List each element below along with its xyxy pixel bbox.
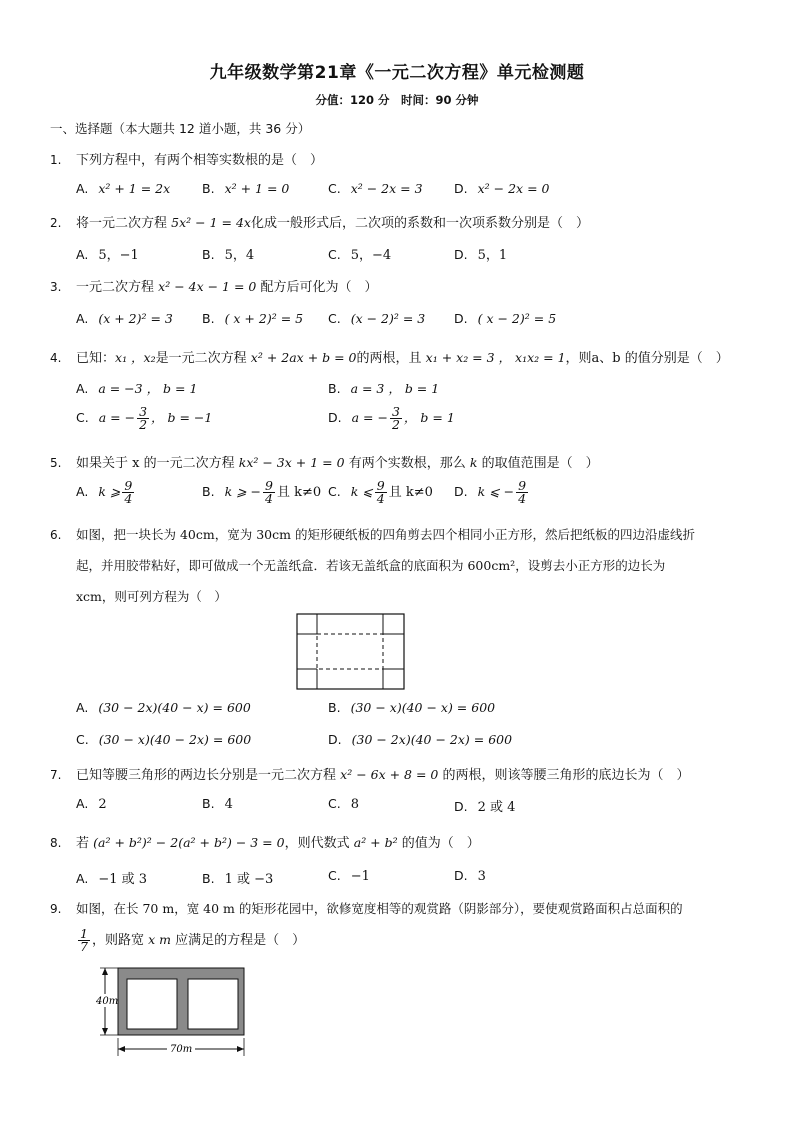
- q8-option-b[interactable]: B. 1 或 −3: [202, 871, 274, 887]
- q6-option-d[interactable]: D. (30 − 2x)(40 − 2x) = 600: [328, 732, 513, 747]
- question-number: 7.: [50, 768, 62, 782]
- question-4: 4. 已知：x₁ ，x₂是一元二次方程 x² + 2ax + b = 0的两根，且 x₁ + x₂ = 3 ， x₁x₂ = 1，则a、b 的值分别是（ ）: [50, 350, 729, 366]
- section-heading: 一、选择题（本大题共 12 道小题，共 36 分）: [50, 121, 311, 136]
- q2-option-b[interactable]: B. 5，4: [202, 247, 255, 263]
- score-time-info: 分值：120 分 时间：90 分钟: [315, 93, 479, 107]
- q8-option-d[interactable]: D. 3: [454, 868, 486, 884]
- question-9: 9. 如图，在长 70 m，宽 40 m 的矩形花园中，欲修宽度相等的观赏路（阴影部分），要使观赏路面积占总面积的: [50, 901, 683, 916]
- q3-option-b[interactable]: B. ( x + 2)² = 5: [202, 311, 304, 326]
- q5-option-a[interactable]: A. k ⩾ $\frac{9}{4}$: [76, 478, 133, 506]
- q6-option-b[interactable]: B. (30 − x)(40 − x) = 600: [328, 700, 496, 715]
- q2-option-c[interactable]: C. 5，−4: [328, 247, 392, 263]
- q1-option-d[interactable]: D. x² − 2x = 0: [454, 181, 550, 196]
- q4-option-b[interactable]: B. a = 3 ， b = 1: [328, 381, 440, 396]
- q5-option-c[interactable]: C. k ⩽ $\frac{9}{4}$ 且 k≠0: [328, 478, 433, 506]
- page-title: 九年级数学第21章《一元二次方程》单元检测题: [209, 63, 585, 83]
- question-1: [50, 149, 750, 168]
- question-5: 5. 如果关于 x 的一元二次方程 kx² − 3x + 1 = 0 有两个实数根，那么 k 的取值范围是（ ）: [50, 455, 599, 471]
- question-number: 1.: [50, 153, 62, 167]
- q7-option-a[interactable]: A. 2: [76, 796, 107, 812]
- question-number: 9.: [50, 902, 62, 916]
- question-number: 8.: [50, 836, 62, 850]
- question-number: 6.: [50, 528, 62, 542]
- question-7: 7. 已知等腰三角形的两边长分别是一元二次方程 x² − 6x + 8 = 0 的两根，则该等腰三角形的底边长为（ ）: [50, 767, 690, 783]
- question-number: 4.: [50, 351, 62, 365]
- q8-option-a[interactable]: A. −1 或 3: [76, 871, 148, 887]
- question-2: 2. 将一元二次方程 5x² − 1 = 4x化成一般形式后，二次项的系数和一次项系数分别是（ ）: [50, 215, 589, 231]
- question-number: 3.: [50, 280, 62, 294]
- q3-option-c[interactable]: C. (x − 2)² = 3: [328, 311, 426, 326]
- q1-option-a[interactable]: A. x² + 1 = 2x: [76, 181, 171, 196]
- q7-option-b[interactable]: B. 4: [202, 796, 233, 812]
- q3-option-a[interactable]: A. (x + 2)² = 3: [76, 311, 173, 326]
- question-6: 6. 如图，把一块长为 40cm，宽为 30cm 的矩形硬纸板的四角剪去四个相同小正方形，然后把纸板的四边沿虚线折: [50, 527, 695, 542]
- q1-option-b[interactable]: B. x² + 1 = 0: [202, 181, 290, 196]
- q4-option-c[interactable]: C. a = − $\frac{3}{2}$ ， b = −1: [76, 404, 213, 432]
- q8-option-c[interactable]: C. −1: [328, 868, 370, 884]
- q9-line-2: $\frac{1}{7}$ ，则路宽 x m 应满足的方程是（ ）: [80, 926, 306, 954]
- question-number: 2.: [50, 216, 62, 230]
- question-number: 5.: [50, 456, 62, 470]
- q5-option-b[interactable]: B. k ⩾ − $\frac{9}{4}$ 且 k≠0: [202, 478, 322, 506]
- question-8: 8. 若 (a² + b²)² − 2(a² + b²) − 3 = 0，则代数式 a² + b² 的值为（ ）: [50, 835, 480, 851]
- q6-line-3: xcm，则可列方程为（ ）: [76, 589, 227, 604]
- q6-option-a[interactable]: A. (30 − 2x)(40 − x) = 600: [76, 700, 251, 715]
- q7-option-d[interactable]: D. 2 或 4: [454, 799, 516, 815]
- q4-option-d[interactable]: D. a = − $\frac{3}{2}$ ， b = 1: [328, 404, 455, 432]
- q2-option-a[interactable]: A. 5，−1: [76, 247, 139, 263]
- q6-line-2: 起，并用胶带粘好，即可做成一个无盖纸盒．若该无盖纸盒的底面积为 600cm²，设剪去小正方形的边长为: [76, 558, 666, 573]
- garden-figure: [94, 962, 256, 1060]
- q1-option-c[interactable]: C. x² − 2x = 3: [328, 181, 423, 196]
- q6-option-c[interactable]: C. (30 − x)(40 − 2x) = 600: [76, 732, 252, 747]
- q3-option-d[interactable]: D. ( x − 2)² = 5: [454, 311, 557, 326]
- question-stem: 下列方程中，有两个相等实数根的是（ ）: [76, 153, 324, 168]
- q5-option-d[interactable]: D. k ⩽ − $\frac{9}{4}$: [454, 478, 527, 506]
- q7-option-c[interactable]: C. 8: [328, 796, 359, 812]
- question-3: 3. 一元二次方程 x² − 4x − 1 = 0 配方后可化为（ ）: [50, 279, 378, 295]
- cardboard-figure: [296, 613, 406, 691]
- q2-option-d[interactable]: D. 5，1: [454, 247, 508, 263]
- q4-option-a[interactable]: A. a = −3 ， b = 1: [76, 381, 198, 396]
- garden-length-label: 70m: [170, 1044, 193, 1055]
- garden-width-label: 40m: [96, 996, 119, 1007]
